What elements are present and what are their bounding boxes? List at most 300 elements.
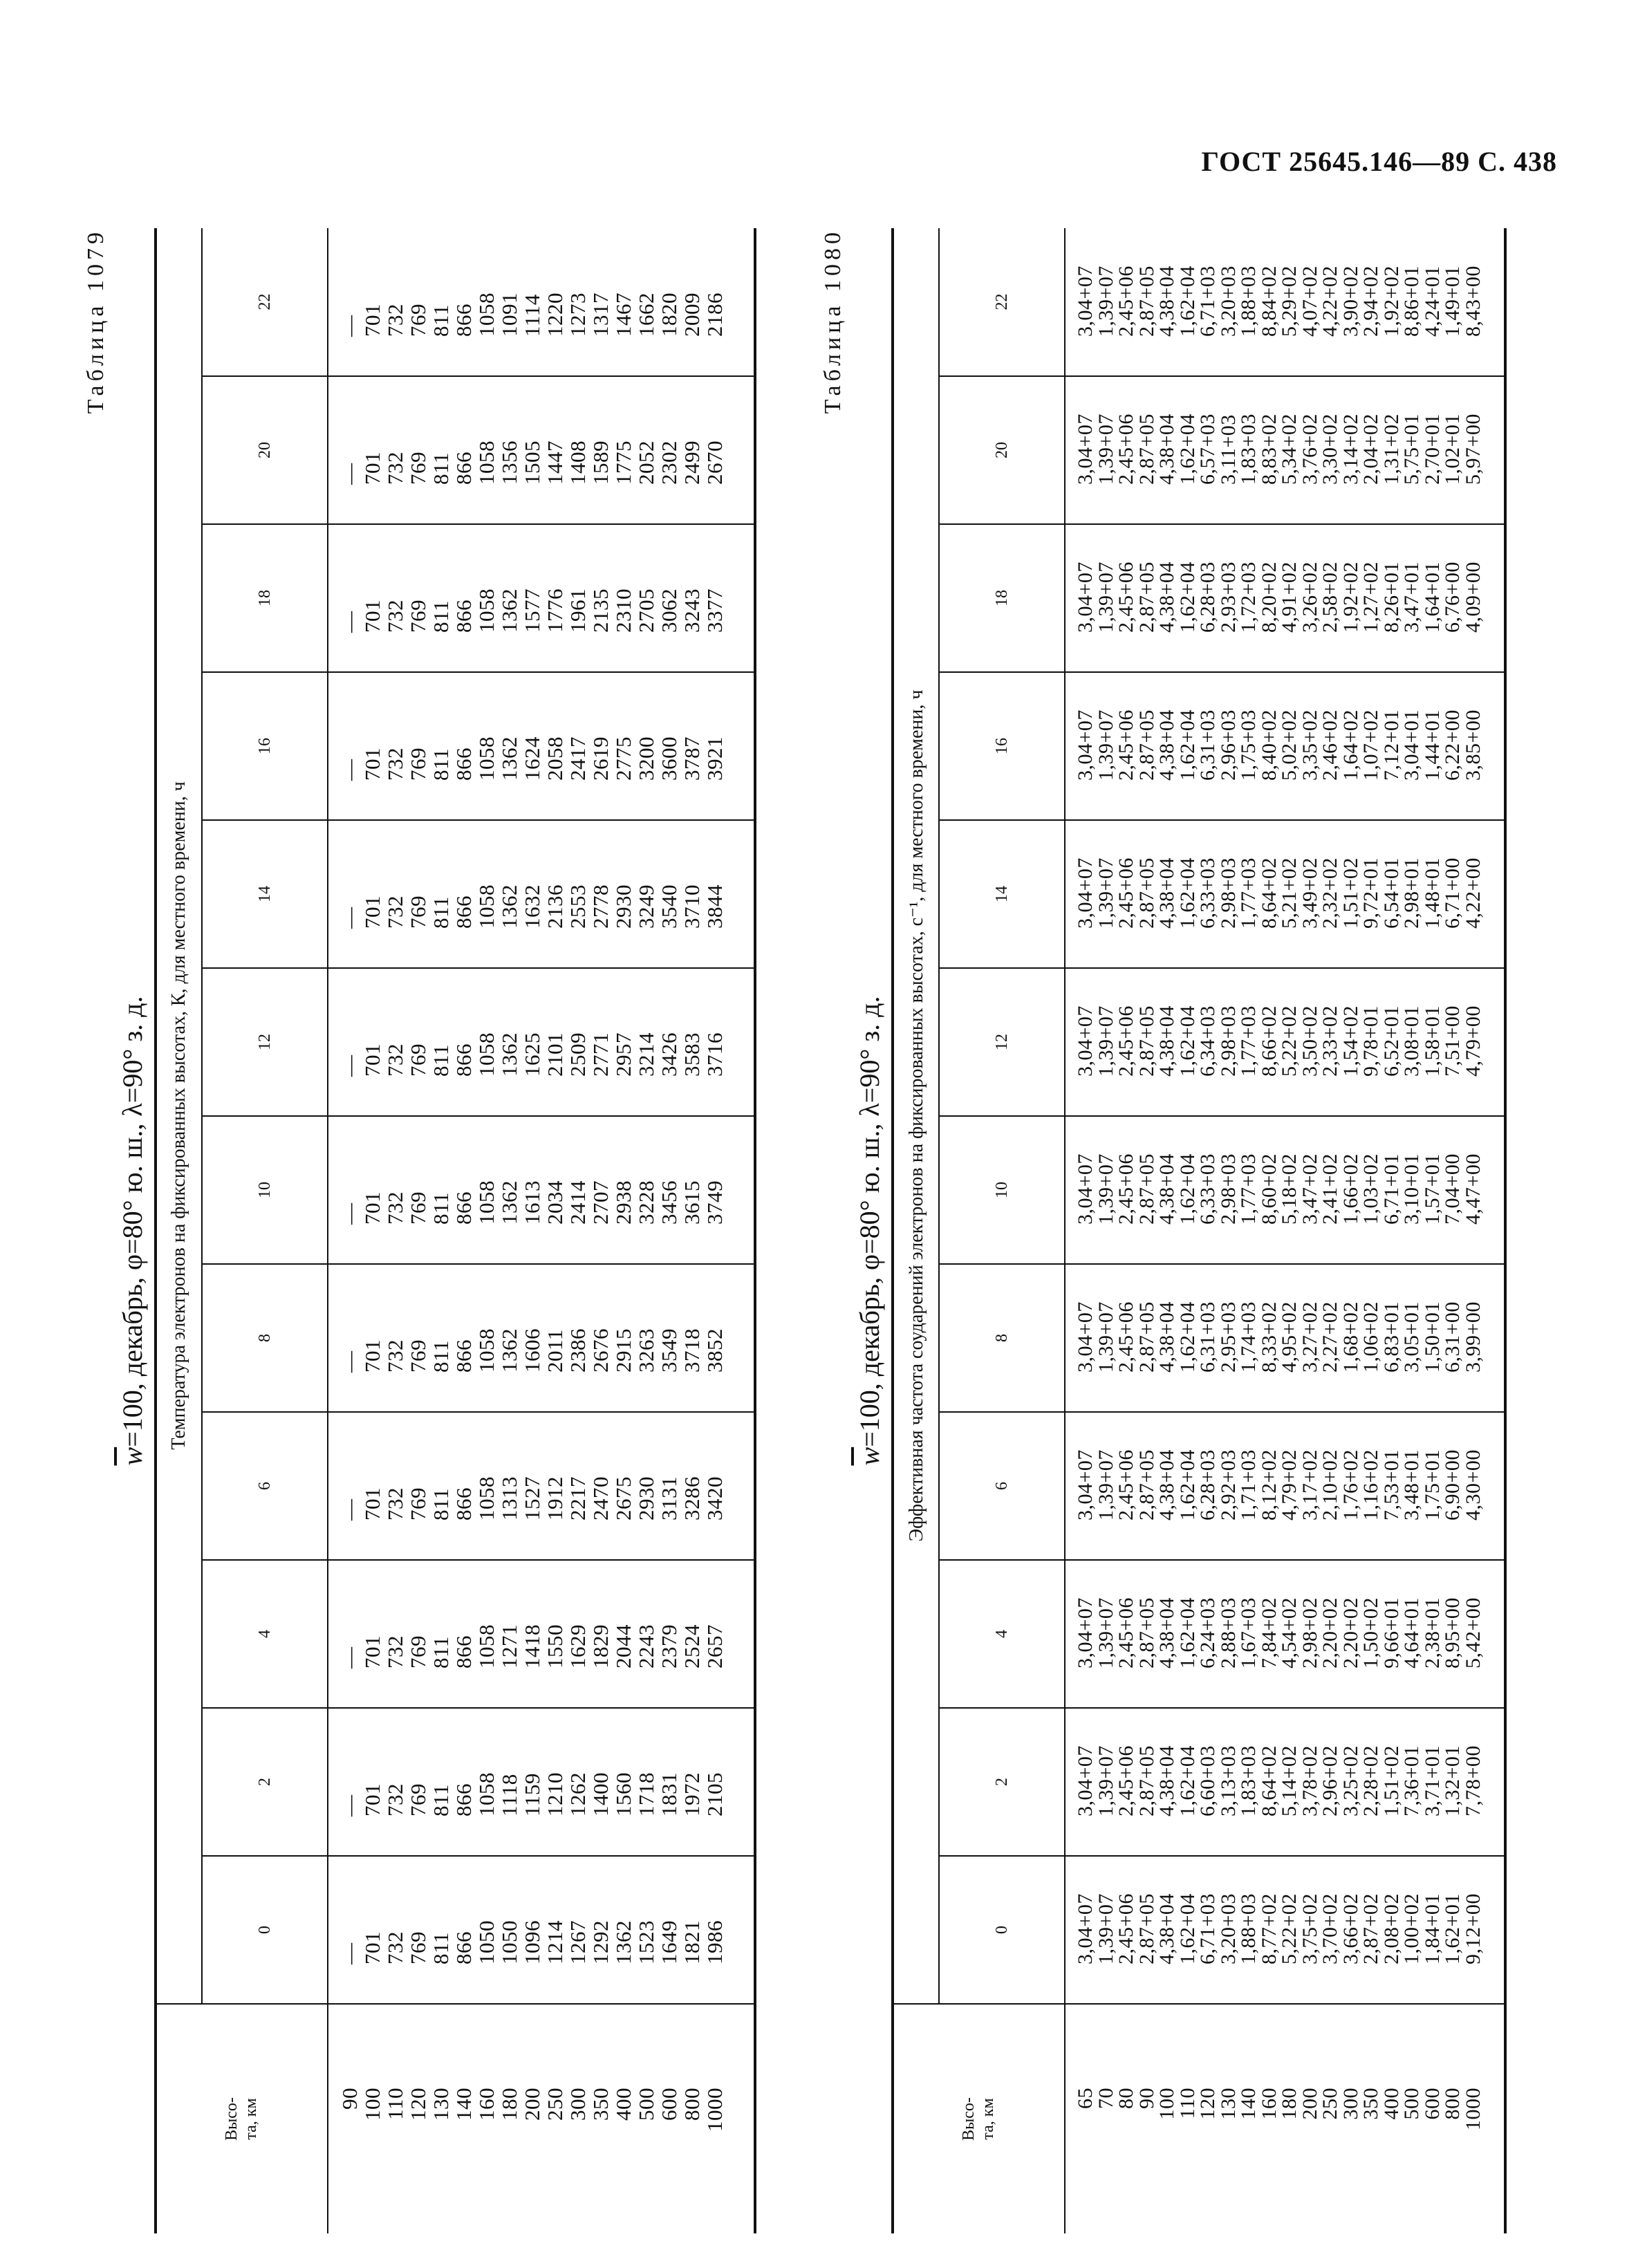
table-cell: 1775 (611, 440, 635, 485)
table-cell: 3,04+07 (1074, 1153, 1097, 1225)
table-cell: 2135 (588, 588, 613, 633)
table-cell: 866 (452, 747, 476, 781)
table-cell: 6,22+00 (1441, 709, 1464, 781)
value-column (1065, 524, 1505, 672)
altitude-value: 180 (497, 2088, 521, 2121)
table-cell: 1,39+07 (1094, 709, 1117, 781)
value-column (328, 1264, 755, 1412)
table-cell: 8,12+02 (1257, 1449, 1281, 1521)
hour-header: 16 (202, 672, 328, 820)
table-cell: 811 (429, 896, 453, 929)
table-cell: 2,87+05 (1135, 266, 1158, 337)
table-cell: 2217 (566, 1476, 590, 1521)
hour-header: 18 (202, 524, 328, 672)
altitude-value: 600 (1420, 2088, 1444, 2120)
table-cell: 1050 (497, 1920, 521, 1964)
table-cell: 1505 (520, 440, 544, 485)
table-cell: 1,03+02 (1359, 1153, 1382, 1225)
table-cell: 6,83+01 (1379, 1301, 1403, 1373)
table-cell: 2105 (702, 1772, 727, 1816)
table-cell: 2,20+02 (1339, 1597, 1362, 1669)
table-cell: 7,51+00 (1441, 1005, 1464, 1077)
table-cell: 2657 (702, 1624, 727, 1669)
table-cell: 811 (429, 452, 453, 485)
table-cell: 6,24+03 (1196, 1597, 1219, 1669)
hour-header: 22 (939, 228, 1065, 376)
hour-header: 2 (202, 1708, 328, 1856)
table-cell: 3,04+07 (1074, 1597, 1097, 1669)
table-cell: 2,87+02 (1359, 1893, 1382, 1964)
table-cell: 1625 (520, 1032, 544, 1077)
table-cell: 1317 (588, 292, 613, 337)
table-cell: 5,18+02 (1278, 1153, 1301, 1225)
value-column (1065, 376, 1505, 524)
table-cell: 2044 (611, 1624, 635, 1669)
table-cell: 2,87+05 (1135, 1301, 1158, 1373)
table-cell: 769 (406, 1487, 430, 1521)
table-cell: 1527 (520, 1476, 544, 1521)
table-cell: 2,45+06 (1115, 1893, 1137, 1964)
table-cell: 1362 (497, 588, 521, 633)
table-cell: 866 (452, 599, 476, 633)
table-cell: 1050 (474, 1920, 499, 1964)
table-cell: 3456 (657, 1180, 681, 1225)
table-cell: 701 (360, 895, 384, 929)
table-1079-block (83, 228, 756, 2233)
table-cell: 811 (429, 1636, 453, 1669)
table-cell: 2,98+03 (1216, 1153, 1240, 1225)
table-cell: — (337, 1646, 362, 1669)
table-cell: 1,88+03 (1237, 1893, 1260, 1964)
table-cell: 732 (383, 452, 407, 485)
table-cell: 866 (452, 304, 476, 337)
value-column (1065, 1560, 1505, 1708)
table-cell: 1,84+01 (1420, 1893, 1444, 1964)
table-cell: 1,39+07 (1094, 1745, 1117, 1816)
table-cell: 3,85+00 (1461, 709, 1485, 781)
table-cell: 2,87+05 (1135, 1005, 1158, 1077)
table-cell: 9,78+01 (1359, 1005, 1382, 1077)
table-cell: 2,45+06 (1115, 709, 1137, 781)
table-cell: 1,62+04 (1175, 1597, 1199, 1669)
table-cell: 3,30+02 (1319, 413, 1341, 485)
span-header: Температура электронов на фиксированных высотах, К, для местного времени, ч (156, 228, 202, 2004)
table-cell: 3,66+02 (1339, 1893, 1362, 1964)
table-cell: 1,39+07 (1094, 857, 1117, 929)
table-cell: 1,39+07 (1094, 561, 1117, 633)
table-cell: 732 (383, 1783, 407, 1816)
table-cell: 3,08+01 (1400, 1005, 1423, 1077)
hour-header: 4 (939, 1560, 1065, 1708)
table-cell: 769 (406, 1931, 430, 1964)
table-cell: 1776 (543, 588, 567, 633)
altitude-value: 200 (1298, 2088, 1321, 2120)
table-cell: 732 (383, 304, 407, 337)
table-cell: 1831 (657, 1772, 681, 1816)
table-cell: 3426 (657, 1032, 681, 1077)
table-cell: 3,20+03 (1216, 266, 1240, 337)
table-cell: 3,76+02 (1298, 413, 1321, 485)
hour-header: 6 (939, 1412, 1065, 1560)
table-cell: 7,84+02 (1257, 1597, 1281, 1669)
altitude-value: 65 (1074, 2088, 1097, 2109)
table-cell: 701 (360, 1339, 384, 1373)
table-cell: — (337, 1942, 362, 1964)
table-cell: 3,04+07 (1074, 709, 1097, 781)
table-cell: 3,04+07 (1074, 1745, 1097, 1816)
hour-header: 0 (939, 1856, 1065, 2004)
table-cell: 1362 (497, 884, 521, 929)
hour-header: 14 (939, 820, 1065, 968)
table-cell: 3243 (680, 588, 704, 633)
table-cell: 1629 (566, 1624, 590, 1669)
table-cell: 6,31+03 (1196, 709, 1219, 781)
value-column (328, 968, 755, 1116)
table-cell: 2310 (611, 588, 635, 633)
table-cell: 2,58+02 (1319, 561, 1341, 633)
table-cell: 769 (406, 452, 430, 485)
table-cell: 2,87+05 (1135, 857, 1158, 929)
table-cell: 1632 (520, 884, 544, 929)
table-cell: 1,62+04 (1175, 1301, 1199, 1373)
table-cell: 2379 (657, 1624, 681, 1669)
table-cell: 1,83+03 (1237, 1745, 1260, 1816)
table-cell: 1972 (680, 1772, 704, 1816)
altitude-value: 110 (383, 2088, 407, 2120)
hour-header: 8 (202, 1264, 328, 1412)
table-cell: 4,38+04 (1155, 1745, 1178, 1816)
table-cell: 1118 (497, 1774, 521, 1816)
table-cell: 4,38+04 (1155, 709, 1178, 781)
table-cell: 1,31+02 (1379, 413, 1403, 485)
table-cell: 2,95+03 (1216, 1301, 1240, 1373)
table-cell: 4,79+00 (1461, 1005, 1485, 1077)
table-cell: 3,04+07 (1074, 413, 1097, 485)
table-cell: 1,51+02 (1379, 1745, 1403, 1816)
table-cell: — (337, 1498, 362, 1521)
altitude-value: 120 (1196, 2088, 1219, 2120)
table-cell: 1,62+04 (1175, 413, 1199, 485)
table-cell: 3,49+02 (1298, 857, 1321, 929)
table-cell: 2,87+05 (1135, 561, 1158, 633)
altitude-value: 350 (1359, 2088, 1382, 2120)
hour-header: 14 (202, 820, 328, 968)
table-cell: 866 (452, 1635, 476, 1669)
table-cell: 1,88+03 (1237, 266, 1260, 337)
table-cell: 8,83+02 (1257, 413, 1281, 485)
table-cell: 4,38+04 (1155, 1301, 1178, 1373)
table-cell: 1058 (474, 440, 499, 485)
altitude-value: 130 (429, 2088, 453, 2121)
table-cell: 1,62+04 (1175, 561, 1199, 633)
table-cell: 1220 (543, 292, 567, 337)
table-1079 (154, 228, 756, 2233)
table-cell: — (337, 1202, 362, 1225)
table-cell: — (337, 611, 362, 633)
table-cell: 3,04+07 (1074, 1449, 1097, 1521)
table-cell: 1400 (588, 1772, 613, 1816)
altitude-value: 90 (337, 2088, 362, 2110)
table-cell: 2,45+06 (1115, 857, 1137, 929)
table-cell: 5,22+02 (1278, 1893, 1301, 1964)
table-cell: 2,88+03 (1216, 1597, 1240, 1669)
table-cell: 701 (360, 1931, 384, 1964)
table-cell: 811 (429, 748, 453, 781)
table-cell: 8,77+02 (1257, 1893, 1281, 1964)
table-cell: 769 (406, 1191, 430, 1225)
table-cell: 1,66+02 (1339, 1153, 1362, 1225)
table-cell: 1273 (566, 292, 590, 337)
table-cell: 1,39+07 (1094, 1449, 1117, 1521)
table-cell: — (337, 1054, 362, 1077)
table-cell: 2,98+03 (1216, 857, 1240, 929)
table-cell: 1,74+03 (1237, 1301, 1260, 1373)
altitude-value: 500 (634, 2088, 658, 2121)
table-cell: 2676 (588, 1328, 613, 1373)
table-cell: 3,17+02 (1298, 1449, 1321, 1521)
table-cell: 2,93+03 (1216, 561, 1240, 633)
hours-row (939, 228, 1065, 2233)
table-cell: 9,66+01 (1379, 1597, 1403, 1669)
altitude-value: 250 (1319, 2088, 1341, 2120)
table-cell: 1,62+04 (1175, 266, 1199, 337)
table-cell: 9,12+00 (1461, 1893, 1485, 1964)
table-cell: 1,76+02 (1339, 1449, 1362, 1521)
table-cell: 1,92+02 (1379, 266, 1403, 337)
table-cell: 866 (452, 895, 476, 929)
table-cell: 2052 (634, 440, 658, 485)
hour-header: 16 (939, 672, 1065, 820)
table-cell: 4,30+00 (1461, 1449, 1485, 1521)
table-cell: 1,39+07 (1094, 1005, 1117, 1077)
table-cell: 769 (406, 1339, 430, 1373)
table-cell: 811 (429, 1044, 453, 1077)
table-cell: 2,45+06 (1115, 1597, 1137, 1669)
table-cell: 1,62+04 (1175, 1449, 1199, 1521)
table-cell: 1058 (474, 1328, 499, 1373)
hour-header: 10 (202, 1116, 328, 1264)
table-cell: 3,47+02 (1298, 1153, 1321, 1225)
table-cell: 5,22+02 (1278, 1005, 1301, 1077)
table-cell: 1912 (543, 1476, 567, 1521)
table-cell: 2186 (702, 292, 727, 337)
table-cell: 1,16+02 (1359, 1449, 1382, 1521)
table-cell: 732 (383, 1487, 407, 1521)
table-cell: 6,28+03 (1196, 1449, 1219, 1521)
table-cell: 2,45+06 (1115, 413, 1137, 485)
value-column (1065, 1412, 1505, 1560)
caption-w: $\overline{w}$ (854, 1447, 885, 1466)
table-cell: 1,92+02 (1339, 561, 1362, 633)
table-cell: 1523 (634, 1920, 658, 1964)
table-cell: 769 (406, 1043, 430, 1077)
table-cell: 4,22+02 (1319, 266, 1341, 337)
table-cell: 3,04+07 (1074, 857, 1097, 929)
table-caption (116, 228, 149, 2233)
table-cell: 1,02+01 (1441, 413, 1464, 485)
table-cell: 8,40+02 (1257, 709, 1281, 781)
hour-header: 2 (939, 1708, 1065, 1856)
value-column (1065, 1264, 1505, 1412)
table-cell: 5,14+02 (1278, 1745, 1301, 1816)
table-cell: 2,45+06 (1115, 266, 1137, 337)
value-column (1065, 968, 1505, 1116)
value-column (1065, 1708, 1505, 1856)
table-cell: 3,71+01 (1420, 1745, 1444, 1816)
table-cell: 3,70+02 (1319, 1893, 1341, 1964)
altitude-value: 800 (1441, 2088, 1464, 2120)
altitude-value: 90 (1135, 2088, 1158, 2109)
table-cell: 4,38+04 (1155, 413, 1178, 485)
table-cell: 2302 (657, 440, 681, 485)
table-cell: 701 (360, 1043, 384, 1077)
table-cell: 3228 (634, 1180, 658, 1225)
table-cell: 1,68+02 (1339, 1301, 1362, 1373)
span-header: Эффективная частота соударений электронов на фиксированных высотах, с⁻¹, для местного времени, ч (893, 228, 939, 2004)
table-cell: 1,39+07 (1094, 266, 1117, 337)
table-body (1065, 228, 1505, 2233)
table-cell: 3263 (634, 1328, 658, 1373)
table-cell: 732 (383, 895, 407, 929)
table-cell: 2553 (566, 884, 590, 929)
table-cell: 9,72+01 (1359, 857, 1382, 929)
table-cell: 3549 (657, 1328, 681, 1373)
altitude-column (328, 2004, 755, 2233)
table-cell: 1,64+02 (1339, 709, 1362, 781)
hour-header: 0 (202, 1856, 328, 2004)
table-cell: 1613 (520, 1180, 544, 1225)
table-cell: 5,42+00 (1461, 1597, 1485, 1669)
table-cell: 701 (360, 452, 384, 485)
table-cell: 2,10+02 (1319, 1449, 1341, 1521)
page-header: ГОСТ 25645.146—89 С. 438 (1201, 146, 1557, 177)
table-cell: 1271 (497, 1624, 521, 1669)
table-cell: 2,04+02 (1359, 413, 1382, 485)
table-cell: 5,97+00 (1461, 413, 1485, 485)
table-cell: 3615 (680, 1180, 704, 1225)
table-cell: 6,90+00 (1441, 1449, 1464, 1521)
table-cell: 8,33+02 (1257, 1301, 1281, 1373)
table-cell: 2,98+01 (1400, 857, 1423, 929)
table-cell: 3844 (702, 884, 727, 929)
table-cell: 8,95+00 (1441, 1597, 1464, 1669)
table-cell: 4,38+04 (1155, 1893, 1178, 1964)
table-cell: 8,26+01 (1379, 561, 1403, 633)
altitude-value: 350 (588, 2088, 613, 2121)
table-cell: 6,33+03 (1196, 857, 1219, 929)
table-cell: 3286 (680, 1476, 704, 1521)
table-cell: 1096 (520, 1920, 544, 1964)
hour-header: 8 (939, 1264, 1065, 1412)
caption-w: $\overline{w}$ (117, 1447, 148, 1466)
hour-header: 18 (939, 524, 1065, 672)
table-cell: 2058 (543, 736, 567, 781)
table-cell: 811 (429, 1784, 453, 1816)
value-column (328, 672, 755, 820)
table-cell: 4,47+00 (1461, 1153, 1485, 1225)
table-cell: 7,78+00 (1461, 1745, 1485, 1816)
table-cell: 1,83+03 (1237, 413, 1260, 485)
table-cell: — (337, 907, 362, 929)
table-cell: 3600 (657, 736, 681, 781)
table-cell: 6,71+00 (1441, 857, 1464, 929)
table-cell: 3,04+07 (1074, 561, 1097, 633)
value-column (1065, 672, 1505, 820)
table-cell: 1267 (566, 1920, 590, 1964)
table-cell: 732 (383, 747, 407, 781)
table-cell: 2,45+06 (1115, 1745, 1137, 1816)
table-cell: 1058 (474, 292, 499, 337)
table-cell: 1986 (702, 1920, 727, 1964)
altitude-value: 140 (452, 2088, 476, 2121)
table-cell: 2,45+06 (1115, 1449, 1137, 1521)
table-cell: 2619 (588, 736, 613, 781)
table-cell: 3,04+07 (1074, 266, 1097, 337)
table-cell: 3,10+01 (1400, 1153, 1423, 1225)
table-cell: 3,04+07 (1074, 1005, 1097, 1077)
table-cell: 1362 (497, 1032, 521, 1077)
table-cell: 2509 (566, 1032, 590, 1077)
table-cell: 3,26+02 (1298, 561, 1321, 633)
table-cell: 1058 (474, 884, 499, 929)
table-cell: 701 (360, 1783, 384, 1816)
table-cell: 2,38+01 (1420, 1597, 1444, 1669)
table-cell: 1662 (634, 292, 658, 337)
table-cell: 3,47+01 (1400, 561, 1423, 633)
table-cell: 732 (383, 1043, 407, 1077)
table-cell: 8,84+02 (1257, 266, 1281, 337)
table-cell: 2011 (543, 1329, 567, 1373)
table-cell: 866 (452, 1339, 476, 1373)
table-cell: 2675 (611, 1476, 635, 1521)
table-cell: 4,38+04 (1155, 1449, 1178, 1521)
table-cell: 2136 (543, 884, 567, 929)
hour-header: 10 (939, 1116, 1065, 1264)
table-cell: 1210 (543, 1772, 567, 1816)
table-cell: 1,06+02 (1359, 1301, 1382, 1373)
table-cell: 3,90+02 (1339, 266, 1362, 337)
table-cell: 2,98+03 (1216, 1005, 1240, 1077)
table-cell: 2,33+02 (1319, 1005, 1341, 1077)
hours-row (202, 228, 328, 2233)
table-cell: 2,92+03 (1216, 1449, 1240, 1521)
table-cell: 2499 (680, 440, 704, 485)
table-cell: 1058 (474, 736, 499, 781)
table-cell: 1058 (474, 1772, 499, 1816)
table-1080-block (820, 228, 1507, 2233)
table-cell: 811 (429, 600, 453, 633)
table-cell: 769 (406, 599, 430, 633)
table-cell: 701 (360, 599, 384, 633)
table-cell: 2417 (566, 736, 590, 781)
table-cell: 3710 (680, 884, 704, 929)
table-cell: 2670 (702, 440, 727, 485)
table-cell: 701 (360, 1191, 384, 1225)
table-cell: 5,75+01 (1400, 413, 1423, 485)
table-cell: 3,13+03 (1216, 1745, 1240, 1816)
table-cell: 1058 (474, 588, 499, 633)
table-cell: 6,28+03 (1196, 561, 1219, 633)
table-cell: 769 (406, 304, 430, 337)
altitude-value: 80 (1115, 2088, 1137, 2109)
table-cell: 6,71+03 (1196, 1893, 1219, 1964)
table-cell: 1,54+02 (1339, 1005, 1362, 1077)
table-cell: 1362 (611, 1920, 635, 1964)
table-cell: 1114 (520, 294, 544, 337)
table-cell: 2,32+02 (1319, 857, 1341, 929)
table-cell: 1,58+01 (1420, 1005, 1444, 1077)
altitude-value: 1000 (1461, 2088, 1485, 2130)
